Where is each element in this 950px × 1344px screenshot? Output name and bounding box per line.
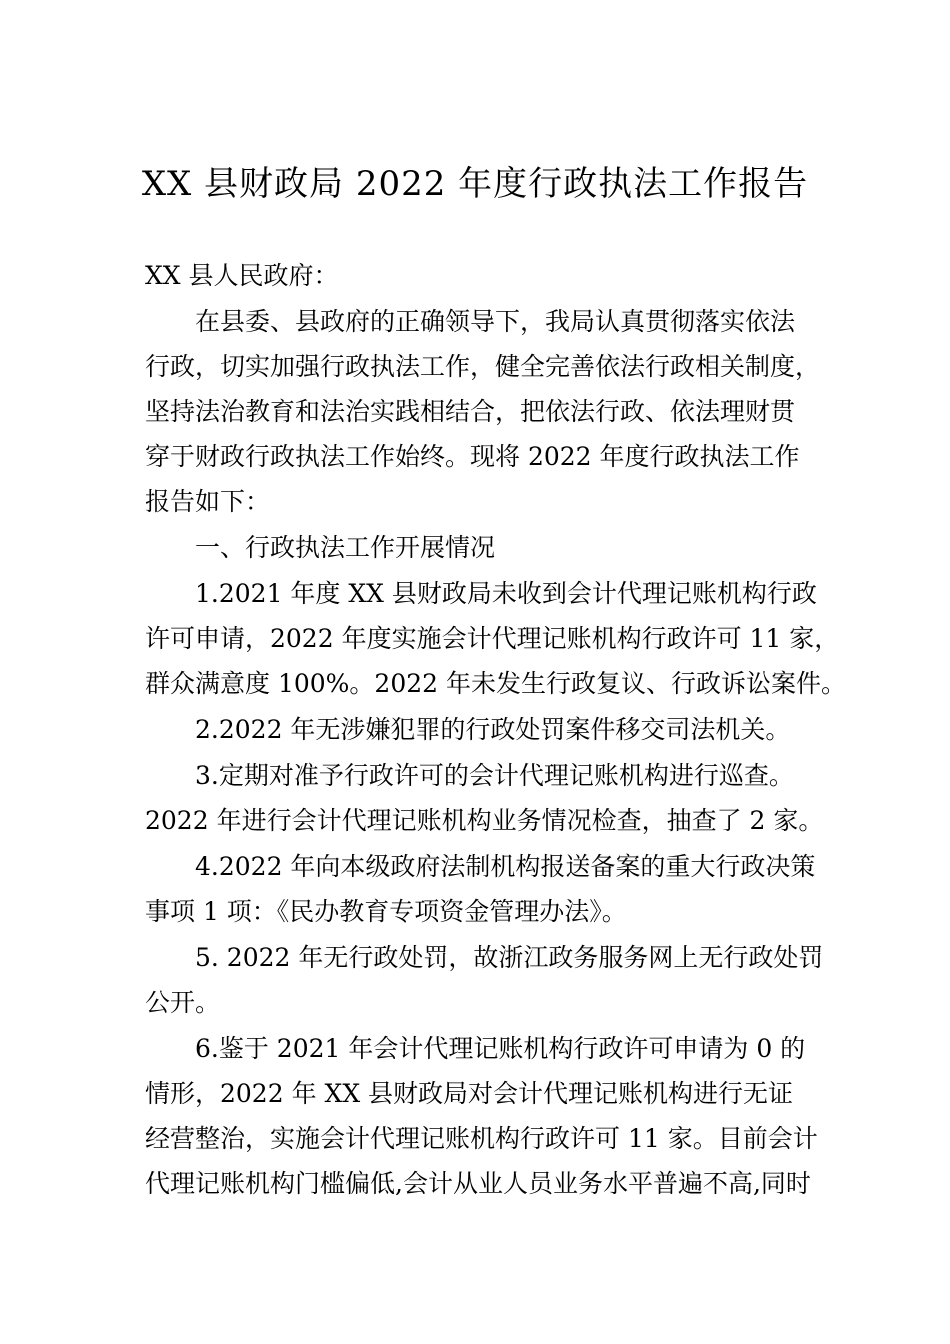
paragraph-line: 2022 年进行会计代理记账机构业务情况检查，抽查了 2 家。 (145, 806, 824, 835)
paragraph-line: 报告如下： (145, 487, 271, 516)
paragraph-line: 2.2022 年无涉嫌犯罪的行政处罚案件移交司法机关。 (195, 715, 791, 744)
paragraph-line: 6.鉴于 2021 年会计代理记账机构行政许可申请为 0 的 (195, 1034, 806, 1063)
paragraph-line: 在县委、县政府的正确领导下，我局认真贯彻落实依法 (195, 307, 796, 336)
paragraph-line: 坚持法治教育和法治实践相结合，把依法行政、依法理财贯 (145, 397, 796, 426)
paragraph-line: 许可申请，2022 年度实施会计代理记账机构行政许可 11 家， (145, 624, 840, 653)
paragraph-line: 经营整治，实施会计代理记账机构行政许可 11 家。目前会计 (145, 1124, 818, 1153)
paragraph-line: 穿于财政行政执法工作始终。现将 2022 年度行政执法工作 (145, 442, 800, 471)
paragraph-line: 1.2021 年度 XX 县财政局未收到会计代理记账机构行政 (195, 579, 817, 608)
paragraph-line: 代理记账机构门槛偏低,会计从业人员业务水平普遍不高,同时 (145, 1169, 811, 1198)
paragraph-line: 3.定期对准予行政许可的会计代理记账机构进行巡查。 (195, 761, 794, 790)
paragraph-line: 公开。 (145, 988, 221, 1017)
salutation: XX 县人民政府： (145, 261, 339, 290)
paragraph-line: 事项 1 项：《民办教育专项资金管理办法》。 (145, 897, 627, 926)
section-heading: 一、行政执法工作开展情况 (195, 533, 496, 562)
paragraph-line: 4.2022 年向本级政府法制机构报送备案的重大行政决策 (195, 852, 816, 881)
document-title: XX 县财政局 2022 年度行政执法工作报告 (141, 164, 809, 204)
paragraph-line: 行政，切实加强行政执法工作，健全完善依法行政相关制度， (145, 352, 821, 381)
paragraph-line: 5. 2022 年无行政处罚，故浙江政务服务网上无行政处罚 (195, 943, 824, 972)
paragraph-line: 群众满意度 100%。2022 年未发生行政复议、行政诉讼案件。 (145, 669, 846, 698)
paragraph-line: 情形，2022 年 XX 县财政局对会计代理记账机构进行无证 (145, 1079, 794, 1108)
